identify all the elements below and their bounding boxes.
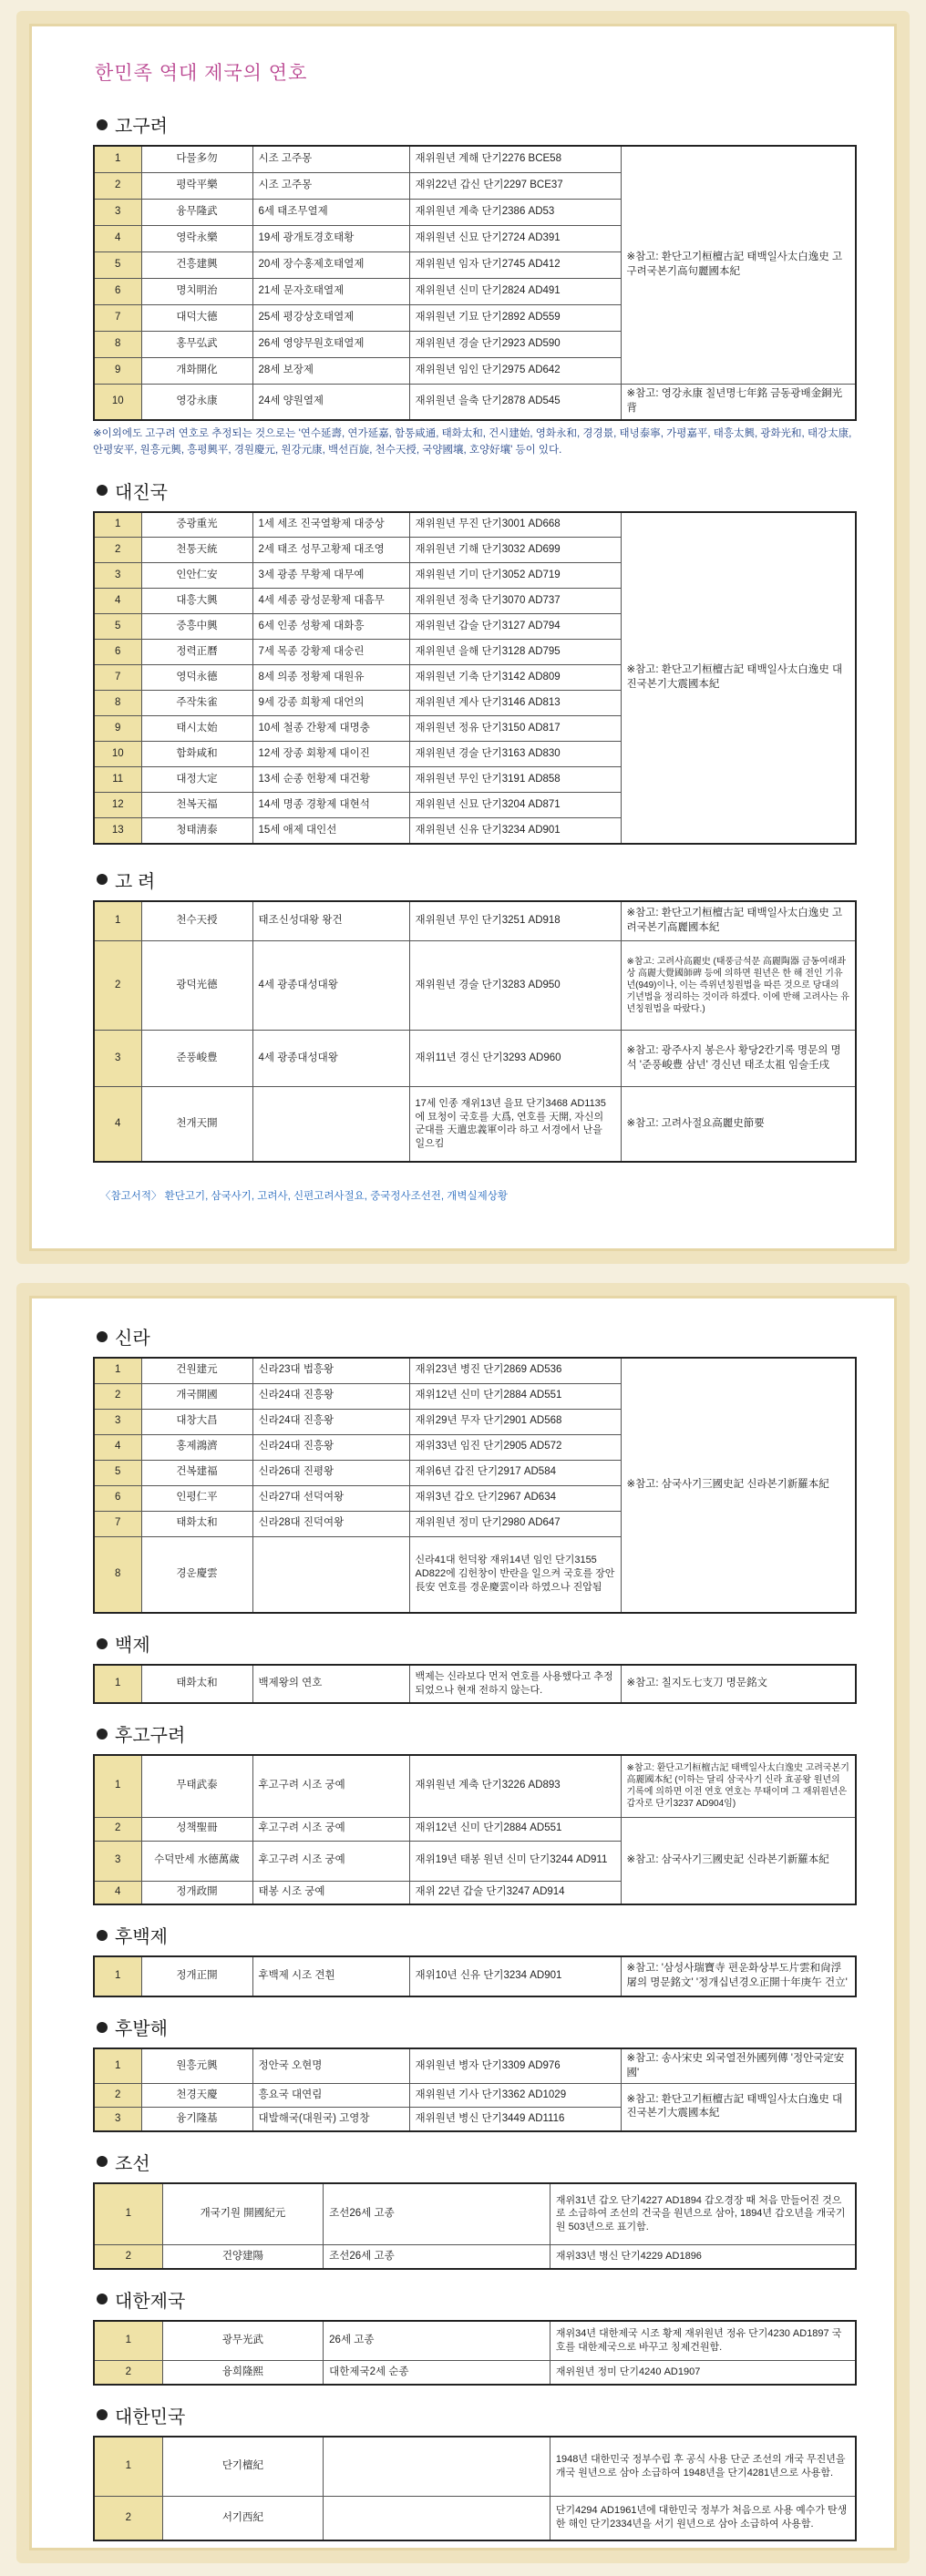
row-number: 2 bbox=[94, 538, 141, 563]
bullet-icon bbox=[97, 2022, 108, 2033]
ruler-cell: 신라27대 선덕여왕 bbox=[252, 1485, 409, 1511]
bullet-icon bbox=[97, 874, 108, 885]
ruler-cell bbox=[324, 2437, 550, 2497]
row-number: 9 bbox=[94, 357, 141, 384]
table-row bbox=[94, 1358, 856, 1383]
section-title: 대한제국 bbox=[115, 2291, 186, 2312]
table-row bbox=[94, 2048, 856, 2084]
ruler-cell: 26세 영양무원호태열제 bbox=[252, 331, 409, 357]
row-number: 1 bbox=[94, 2048, 141, 2084]
era-name: 서기西紀 bbox=[162, 2497, 323, 2540]
bullet-icon bbox=[97, 2156, 108, 2167]
row-number: 1 bbox=[94, 1956, 141, 1996]
ruler-cell: 신라23대 법흥왕 bbox=[252, 1358, 409, 1383]
ruler-cell: 28세 보장제 bbox=[252, 357, 409, 384]
row-number: 7 bbox=[94, 1511, 141, 1536]
section-daehanminguk bbox=[93, 2402, 849, 2541]
era-name: 정개政開 bbox=[141, 1881, 252, 1904]
ruler-cell: 조선26세 고종 bbox=[324, 2183, 550, 2245]
row-number: 3 bbox=[94, 2108, 141, 2131]
row-number: 1 bbox=[94, 2321, 162, 2361]
table-row bbox=[94, 146, 856, 172]
era-table bbox=[93, 1955, 857, 1997]
era-name: 천개天開 bbox=[141, 1087, 252, 1162]
era-name: 건원建元 bbox=[141, 1358, 252, 1383]
row-number: 3 bbox=[94, 1409, 141, 1434]
era-table bbox=[93, 2320, 857, 2386]
ruler-cell bbox=[252, 1087, 409, 1162]
page-title: 한민족 역대 제국의 연호 bbox=[95, 63, 308, 84]
ruler-cell: 신라28대 진덕여왕 bbox=[252, 1511, 409, 1536]
section-title: 후백제 bbox=[115, 1927, 168, 1947]
ruler-cell: 흥요국 대연림 bbox=[252, 2084, 409, 2108]
era-table bbox=[93, 2047, 857, 2132]
date-cell: 재위원년 갑술 단기3127 AD794 bbox=[409, 614, 621, 640]
date-cell: 재위원년 무인 단기3191 AD858 bbox=[409, 767, 621, 793]
bullet-icon bbox=[97, 1729, 108, 1740]
date-cell: 재위원년 경술 단기2923 AD590 bbox=[409, 331, 621, 357]
date-cell: 재위원년 무진 단기3001 AD668 bbox=[409, 512, 621, 538]
era-name: 건복建福 bbox=[141, 1460, 252, 1485]
era-name: 대정大定 bbox=[141, 767, 252, 793]
row-number: 6 bbox=[94, 640, 141, 665]
date-cell: 재위23년 병진 단기2869 AD536 bbox=[409, 1358, 621, 1383]
date-cell: 재위원년 신묘 단기3204 AD871 bbox=[409, 793, 621, 818]
date-cell: 재위31년 갑오 단기4227 AD1894 갑오경장 때 처음 만들어진 것으로 소급하여 조선의 건국을 원년으로 삼아, 1894년 갑오년을 개국기원 503년으로 표기함. bbox=[550, 2183, 856, 2245]
row-number: 1 bbox=[94, 146, 141, 172]
ruler-cell: 26세 고종 bbox=[324, 2321, 550, 2361]
ruler-cell: 6세 태조무열제 bbox=[252, 199, 409, 225]
date-cell: 재위33년 병신 단기4229 AD1896 bbox=[550, 2245, 856, 2269]
date-cell: 재위원년 경술 단기3163 AD830 bbox=[409, 742, 621, 767]
era-name: 인평仁平 bbox=[141, 1485, 252, 1511]
table-row bbox=[94, 2361, 856, 2385]
era-name: 원흥元興 bbox=[141, 2048, 252, 2084]
row-number: 2 bbox=[94, 941, 141, 1031]
ruler-cell: 15세 애제 대인선 bbox=[252, 818, 409, 844]
ruler-cell: 8세 의종 정황제 대원유 bbox=[252, 665, 409, 691]
row-number: 1 bbox=[94, 1665, 141, 1703]
table-row bbox=[94, 2497, 856, 2540]
date-cell: 신라41대 헌덕왕 재위14년 임인 단기3155 AD822에 김헌창이 반란을 일으켜 국호를 장안長安 연호를 경운慶雲이라 하였으나 진압됨 bbox=[409, 1536, 621, 1613]
table-row bbox=[94, 941, 856, 1031]
bullet-icon bbox=[97, 119, 108, 130]
era-name: 융기隆基 bbox=[141, 2108, 252, 2131]
ruler-cell: 태조신성대왕 왕건 bbox=[252, 901, 409, 941]
row-number: 2 bbox=[94, 1383, 141, 1409]
era-table bbox=[93, 1754, 857, 1905]
ruler-cell: 20세 장수홍제호태열제 bbox=[252, 251, 409, 278]
ruler-cell: 4세 광종대성대왕 bbox=[252, 1031, 409, 1087]
section-daehanjeguk bbox=[93, 2286, 849, 2386]
row-number: 7 bbox=[94, 665, 141, 691]
row-number: 1 bbox=[94, 2437, 162, 2497]
section-silla bbox=[93, 1323, 849, 1614]
row-number: 1 bbox=[94, 1358, 141, 1383]
table-row bbox=[94, 1817, 856, 1841]
era-name: 태화太和 bbox=[141, 1665, 252, 1703]
era-name: 경운慶雲 bbox=[141, 1536, 252, 1613]
section-title: 후발해 bbox=[115, 2019, 168, 2039]
date-cell: 재위원년 기미 단기3052 AD719 bbox=[409, 563, 621, 589]
ruler-cell: 4세 광종대성대왕 bbox=[252, 941, 409, 1031]
section-daejinguk bbox=[93, 477, 849, 845]
date-cell: 재위10년 신유 단기3234 AD901 bbox=[409, 1956, 621, 1996]
era-table bbox=[93, 511, 857, 845]
row-number: 6 bbox=[94, 1485, 141, 1511]
era-name: 개국開國 bbox=[141, 1383, 252, 1409]
era-table bbox=[93, 1357, 857, 1614]
era-name: 정력正曆 bbox=[141, 640, 252, 665]
date-cell: 재위원년 정미 단기4240 AD1907 bbox=[550, 2361, 856, 2385]
era-name: 준풍峻豊 bbox=[141, 1031, 252, 1087]
era-name: 청태淸泰 bbox=[141, 818, 252, 844]
ruler-cell: 6세 인종 성황제 대화흥 bbox=[252, 614, 409, 640]
era-name: 융희隆熙 bbox=[162, 2361, 323, 2385]
era-name: 명치明治 bbox=[141, 278, 252, 304]
ruler-cell bbox=[252, 1536, 409, 1613]
era-name: 홍제鴻濟 bbox=[141, 1434, 252, 1460]
row-number: 1 bbox=[94, 512, 141, 538]
era-name: 태시太始 bbox=[141, 716, 252, 742]
date-cell: 재위원년 계사 단기3146 AD813 bbox=[409, 691, 621, 716]
date-cell: 재위원년 임인 단기2975 AD642 bbox=[409, 357, 621, 384]
date-cell: 재위원년 정미 단기2980 AD647 bbox=[409, 1511, 621, 1536]
date-cell: 재위원년 임자 단기2745 AD412 bbox=[409, 251, 621, 278]
date-cell: 재위원년 무인 단기3251 AD918 bbox=[409, 901, 621, 941]
row-number: 8 bbox=[94, 691, 141, 716]
ruler-cell: 19세 광개토경호태황 bbox=[252, 225, 409, 251]
date-cell: 재위원년 계축 단기3226 AD893 bbox=[409, 1755, 621, 1817]
ruler-cell: 후고구려 시조 궁예 bbox=[252, 1755, 409, 1817]
ruler-cell: 4세 세종 광성문황제 대흠무 bbox=[252, 589, 409, 614]
section-joseon bbox=[93, 2149, 849, 2270]
date-cell: 재위22년 갑신 단기2297 BCE37 bbox=[409, 172, 621, 199]
table-row bbox=[94, 2437, 856, 2497]
ruler-cell: 후백제 시조 견훤 bbox=[252, 1956, 409, 1996]
reference-note: ※참고: 환단고기桓檀古記 태백일사太白逸史 고구려국본기高句麗國本紀 bbox=[621, 146, 856, 384]
date-cell: 재위원년 기사 단기3362 AD1029 bbox=[409, 2084, 621, 2108]
era-name: 대창大昌 bbox=[141, 1409, 252, 1434]
ruler-cell: 1세 세조 진국열황제 대중상 bbox=[252, 512, 409, 538]
table-row bbox=[94, 384, 856, 420]
ruler-cell: 10세 철종 간황제 대명충 bbox=[252, 716, 409, 742]
reference-note: ※참고: 삼국사기三國史記 신라본기新羅本紀 bbox=[621, 1358, 856, 1613]
table-row bbox=[94, 1665, 856, 1703]
section-baekje bbox=[93, 1630, 849, 1704]
era-name: 천경天慶 bbox=[141, 2084, 252, 2108]
bullet-icon bbox=[97, 2409, 108, 2420]
era-name: 개화開化 bbox=[141, 357, 252, 384]
era-name: 건양建陽 bbox=[162, 2245, 323, 2269]
era-name: 천복天福 bbox=[141, 793, 252, 818]
row-number: 3 bbox=[94, 199, 141, 225]
date-cell: 재위원년 정유 단기3150 AD817 bbox=[409, 716, 621, 742]
top-panel bbox=[16, 11, 910, 1264]
ruler-cell: 백제왕의 연호 bbox=[252, 1665, 409, 1703]
table-row bbox=[94, 901, 856, 941]
ruler-cell: 24세 양원열제 bbox=[252, 384, 409, 420]
date-cell: 재위원년 경술 단기3283 AD950 bbox=[409, 941, 621, 1031]
era-name: 정개正開 bbox=[141, 1956, 252, 1996]
reference-note: ※참고: 송사宋史 외국열전外國列傳 '정안국定安國' bbox=[621, 2048, 856, 2084]
ruler-cell: 25세 평강상호태열제 bbox=[252, 304, 409, 331]
era-name: 건흥建興 bbox=[141, 251, 252, 278]
date-cell: 재위원년 을축 단기2878 AD545 bbox=[409, 384, 621, 420]
date-cell: 1948년 대한민국 정부수립 후 공식 사용 단군 조선의 개국 무진년을 개국 원년으로 삼아 소급하여 1948년을 단기4281년으로 사용함. bbox=[550, 2437, 856, 2497]
ruler-cell: 조선26세 고종 bbox=[324, 2245, 550, 2269]
row-number: 13 bbox=[94, 818, 141, 844]
date-cell: 17세 인종 재위13년 을묘 단기3468 AD1135에 묘청이 국호를 大爲, 연호를 天開, 자신의 군대를 天遣忠義軍이라 하고 서경에서 난을 일으킴 bbox=[409, 1087, 621, 1162]
ruler-cell: 2세 태조 성무고황제 대조영 bbox=[252, 538, 409, 563]
row-number: 5 bbox=[94, 1460, 141, 1485]
ruler-cell: 3세 광종 무황제 대무예 bbox=[252, 563, 409, 589]
row-number: 3 bbox=[94, 1841, 141, 1881]
row-number: 5 bbox=[94, 251, 141, 278]
section-goguryeo bbox=[93, 111, 852, 459]
era-name: 홍무弘武 bbox=[141, 331, 252, 357]
reference-note: ※참고: 광주사지 봉은사 황당2칸기록 명문의 명석 '준풍峻豊 삼년' 경신년 태조太祖 임술壬戌 bbox=[621, 1031, 856, 1087]
era-table bbox=[93, 145, 857, 421]
row-number: 8 bbox=[94, 331, 141, 357]
date-cell: 재위원년 계축 단기2386 AD53 bbox=[409, 199, 621, 225]
table-row bbox=[94, 2084, 856, 2108]
date-cell: 재위11년 경신 단기3293 AD960 bbox=[409, 1031, 621, 1087]
era-name: 융무隆武 bbox=[141, 199, 252, 225]
era-table bbox=[93, 900, 857, 1163]
era-name: 영덕永德 bbox=[141, 665, 252, 691]
section-hugoguryeo bbox=[93, 1720, 849, 1905]
ruler-cell: 대발해국(대원국) 고영창 bbox=[252, 2108, 409, 2131]
era-name: 천통天統 bbox=[141, 538, 252, 563]
ruler-cell bbox=[324, 2497, 550, 2540]
ruler-cell: 신라26대 진평왕 bbox=[252, 1460, 409, 1485]
table-row bbox=[94, 512, 856, 538]
date-cell: 재위 22년 갑술 단기3247 AD914 bbox=[409, 1881, 621, 1904]
footnote: ※이외에도 고구려 연호로 추정되는 것으로는 '연수延壽, 연가延嘉, 함통咸通, 태화太和, 건시建始, 영화永和, 경경景, 태녕泰寧, 가평嘉平, 태흥太興, 광화光和, 태강太康, 안평安平, 원흥元興, 흥평興平, 경원慶元, 원강元康, 백선百旋, 천수天授, 국양國壤, 호양好壤' 등이 있다. bbox=[93, 428, 852, 456]
era-name: 성책聖冊 bbox=[141, 1817, 252, 1841]
section-title: 고 려 bbox=[115, 871, 156, 892]
row-number: 4 bbox=[94, 1881, 141, 1904]
bullet-icon bbox=[97, 2294, 108, 2304]
date-cell: 재위원년 병자 단기3309 AD976 bbox=[409, 2048, 621, 2084]
era-name: 대흥大興 bbox=[141, 589, 252, 614]
row-number: 2 bbox=[94, 2245, 162, 2269]
row-number: 12 bbox=[94, 793, 141, 818]
ruler-cell: 정안국 오현명 bbox=[252, 2048, 409, 2084]
ruler-cell: 시조 고주몽 bbox=[252, 146, 409, 172]
section-hubalhae bbox=[93, 2014, 849, 2132]
row-number: 10 bbox=[94, 742, 141, 767]
era-name: 개국기원 開國紀元 bbox=[162, 2183, 323, 2245]
table-row bbox=[94, 1031, 856, 1087]
ruler-cell: 21세 문자호태열제 bbox=[252, 278, 409, 304]
ruler-cell: 14세 명종 경황제 대현석 bbox=[252, 793, 409, 818]
date-cell: 재위12년 신미 단기2884 AD551 bbox=[409, 1383, 621, 1409]
ruler-cell: 후고구려 시조 궁예 bbox=[252, 1817, 409, 1841]
row-number: 4 bbox=[94, 1434, 141, 1460]
ruler-cell: 신라24대 진흥왕 bbox=[252, 1383, 409, 1409]
section-title: 대진국 bbox=[115, 482, 168, 503]
era-name: 중흥中興 bbox=[141, 614, 252, 640]
date-cell: 재위12년 신미 단기2884 AD551 bbox=[409, 1817, 621, 1841]
reference-note: ※참고: 고려사절요高麗史節要 bbox=[621, 1087, 856, 1162]
era-name: 수덕만세 水德萬歲 bbox=[141, 1841, 252, 1881]
date-cell: 재위원년 신묘 단기2724 AD391 bbox=[409, 225, 621, 251]
row-number: 9 bbox=[94, 716, 141, 742]
ruler-cell: 신라24대 진흥왕 bbox=[252, 1434, 409, 1460]
ruler-cell: 후고구려 시조 궁예 bbox=[252, 1841, 409, 1881]
date-cell: 재위19년 태봉 원년 신미 단기3244 AD911 bbox=[409, 1841, 621, 1881]
era-table bbox=[93, 1664, 857, 1704]
reference-note: ※참고: 환단고기桓檀古記 태백일사太白逸史 대진국본기大震國本紀 bbox=[621, 512, 856, 844]
date-cell: 재위6년 갑진 단기2917 AD584 bbox=[409, 1460, 621, 1485]
era-name: 평락平樂 bbox=[141, 172, 252, 199]
date-cell: 재위34년 대한제국 시조 황제 재위원년 정유 단기4230 AD1897 국호를 대한제국으로 바꾸고 칭제건원함. bbox=[550, 2321, 856, 2361]
section-title: 신라 bbox=[115, 1329, 150, 1349]
row-number: 3 bbox=[94, 1031, 141, 1087]
era-name: 천수天授 bbox=[141, 901, 252, 941]
row-number: 2 bbox=[94, 2084, 141, 2108]
table-row bbox=[94, 1956, 856, 1996]
date-cell: 백제는 신라보다 먼저 연호를 사용했다고 추정되었으나 현재 전하지 않는다. bbox=[409, 1665, 621, 1703]
row-number: 5 bbox=[94, 614, 141, 640]
era-table bbox=[93, 2436, 857, 2541]
ruler-cell: 태봉 시조 궁예 bbox=[252, 1881, 409, 1904]
ruler-cell: 신라24대 진흥왕 bbox=[252, 1409, 409, 1434]
date-cell: 재위원년 기해 단기3032 AD699 bbox=[409, 538, 621, 563]
ruler-cell: 13세 순종 헌황제 대건황 bbox=[252, 767, 409, 793]
era-name: 영락永樂 bbox=[141, 225, 252, 251]
date-cell: 재위3년 갑오 단기2967 AD634 bbox=[409, 1485, 621, 1511]
ruler-cell: 12세 장종 회황제 대이진 bbox=[252, 742, 409, 767]
era-name: 인안仁安 bbox=[141, 563, 252, 589]
section-title: 고구려 bbox=[115, 117, 168, 137]
row-number: 7 bbox=[94, 304, 141, 331]
table-row bbox=[94, 1755, 856, 1817]
section-title: 백제 bbox=[115, 1636, 150, 1656]
date-cell: 재위원년 신유 단기3234 AD901 bbox=[409, 818, 621, 844]
ruler-cell: 시조 고주몽 bbox=[252, 172, 409, 199]
row-number: 11 bbox=[94, 767, 141, 793]
date-cell: 재위원년 병신 단기3449 AD1116 bbox=[409, 2108, 621, 2131]
era-name: 주작朱雀 bbox=[141, 691, 252, 716]
section-title: 대한민국 bbox=[115, 2407, 186, 2427]
row-number: 6 bbox=[94, 278, 141, 304]
section-goryeo bbox=[93, 867, 849, 1163]
section-hubaekje bbox=[93, 1922, 849, 1997]
reference-note: ※참고: 영강永康 칠년명七年銘 금동광배金銅光背 bbox=[621, 384, 856, 420]
row-number: 1 bbox=[94, 901, 141, 941]
bullet-icon bbox=[97, 1638, 108, 1649]
ruler-cell: 9세 강종 희황제 대언의 bbox=[252, 691, 409, 716]
era-name: 영강永康 bbox=[141, 384, 252, 420]
ruler-cell: 7세 목종 강황제 대숭린 bbox=[252, 640, 409, 665]
table-row bbox=[94, 2183, 856, 2245]
row-number: 10 bbox=[94, 384, 141, 420]
row-number: 4 bbox=[94, 1087, 141, 1162]
row-number: 2 bbox=[94, 172, 141, 199]
reference-note: ※참고: 칠지도七支刀 명문銘文 bbox=[621, 1665, 856, 1703]
table-row bbox=[94, 2245, 856, 2269]
era-name: 대덕大德 bbox=[141, 304, 252, 331]
era-name: 중광重光 bbox=[141, 512, 252, 538]
era-name: 함화咸和 bbox=[141, 742, 252, 767]
row-number: 2 bbox=[94, 1817, 141, 1841]
date-cell: 재위원년 계해 단기2276 BCE58 bbox=[409, 146, 621, 172]
row-number: 1 bbox=[94, 2183, 162, 2245]
bullet-icon bbox=[97, 485, 108, 496]
ruler-cell: 대한제국2세 순종 bbox=[324, 2361, 550, 2385]
era-name: 태화太和 bbox=[141, 1511, 252, 1536]
date-cell: 재위33년 임진 단기2905 AD572 bbox=[409, 1434, 621, 1460]
bottom-panel bbox=[16, 1283, 910, 2563]
date-cell: 재위29년 무자 단기2901 AD568 bbox=[409, 1409, 621, 1434]
reference-note: ※참고: 환단고기桓檀古記 태백일사太白逸史 고려국본기高麗國本紀 (이하는 달리 삼국사기 신라 효공왕 원년의 기록에 의하면 이전 연호 연호는 무태이며 그 재위원년은 갑자로 단기3237 AD904임) bbox=[621, 1755, 856, 1817]
table-row bbox=[94, 1087, 856, 1162]
date-cell: 재위원년 을해 단기3128 AD795 bbox=[409, 640, 621, 665]
reference-note: ※참고: 삼국사기三國史記 신라본기新羅本紀 bbox=[621, 1817, 856, 1904]
row-number: 2 bbox=[94, 2361, 162, 2385]
reference-note: ※참고: 환단고기桓檀古記 태백일사太白逸史 대진국본기大震國本紀 bbox=[621, 2084, 856, 2131]
reference-note: ※참고: 환단고기桓檀古記 태백일사太白逸史 고려국본기高麗國本紀 bbox=[621, 901, 856, 941]
section-title: 조선 bbox=[115, 2153, 150, 2174]
reference-note: ※참고: 고려사高麗史 (태풍금석문 高麗陶器 금동여래좌상 高麗大覺國師碑 등에 의하면 원년은 한 해 전인 기유년(949)이나, 이는 즉위년칭원법을 따른 것으로 당대의 기년법을 정리하는 것이라 하겠다. 이에 반해 고려사는 유년칭원법을 따랐다.) bbox=[621, 941, 856, 1031]
row-number: 4 bbox=[94, 589, 141, 614]
section-title: 후고구려 bbox=[115, 1726, 186, 1746]
table-row bbox=[94, 2321, 856, 2361]
bullet-icon bbox=[97, 1930, 108, 1941]
bullet-icon bbox=[97, 1331, 108, 1342]
era-name: 무태武泰 bbox=[141, 1755, 252, 1817]
row-number: 2 bbox=[94, 2497, 162, 2540]
reference-note: ※참고: '삼성사瑞寶寺 편운화상부도片雲和尙浮屠의 명문銘文' '정개십년경오正開十年庚午 건立' bbox=[621, 1956, 856, 1996]
era-name: 광덕光德 bbox=[141, 941, 252, 1031]
era-name: 광무光武 bbox=[162, 2321, 323, 2361]
era-name: 단기檀紀 bbox=[162, 2437, 323, 2497]
date-cell: 재위원년 신미 단기2824 AD491 bbox=[409, 278, 621, 304]
bibliography: 〈참고서적〉 환단고기, 삼국사기, 고려사, 신편고려사절요, 중국정사조선전, 개벽실제상황 bbox=[100, 1190, 508, 1202]
date-cell: 단기4294 AD1961년에 대한민국 정부가 처음으로 사용 예수가 탄생한 해인 단기2334년을 서기 원년으로 삼아 소급하여 사용함. bbox=[550, 2497, 856, 2540]
row-number: 1 bbox=[94, 1755, 141, 1817]
date-cell: 재위원년 정축 단기3070 AD737 bbox=[409, 589, 621, 614]
row-number: 3 bbox=[94, 563, 141, 589]
date-cell: 재위원년 기축 단기3142 AD809 bbox=[409, 665, 621, 691]
row-number: 4 bbox=[94, 225, 141, 251]
row-number: 8 bbox=[94, 1536, 141, 1613]
era-name: 다물多勿 bbox=[141, 146, 252, 172]
date-cell: 재위원년 기묘 단기2892 AD559 bbox=[409, 304, 621, 331]
era-table bbox=[93, 2182, 857, 2270]
